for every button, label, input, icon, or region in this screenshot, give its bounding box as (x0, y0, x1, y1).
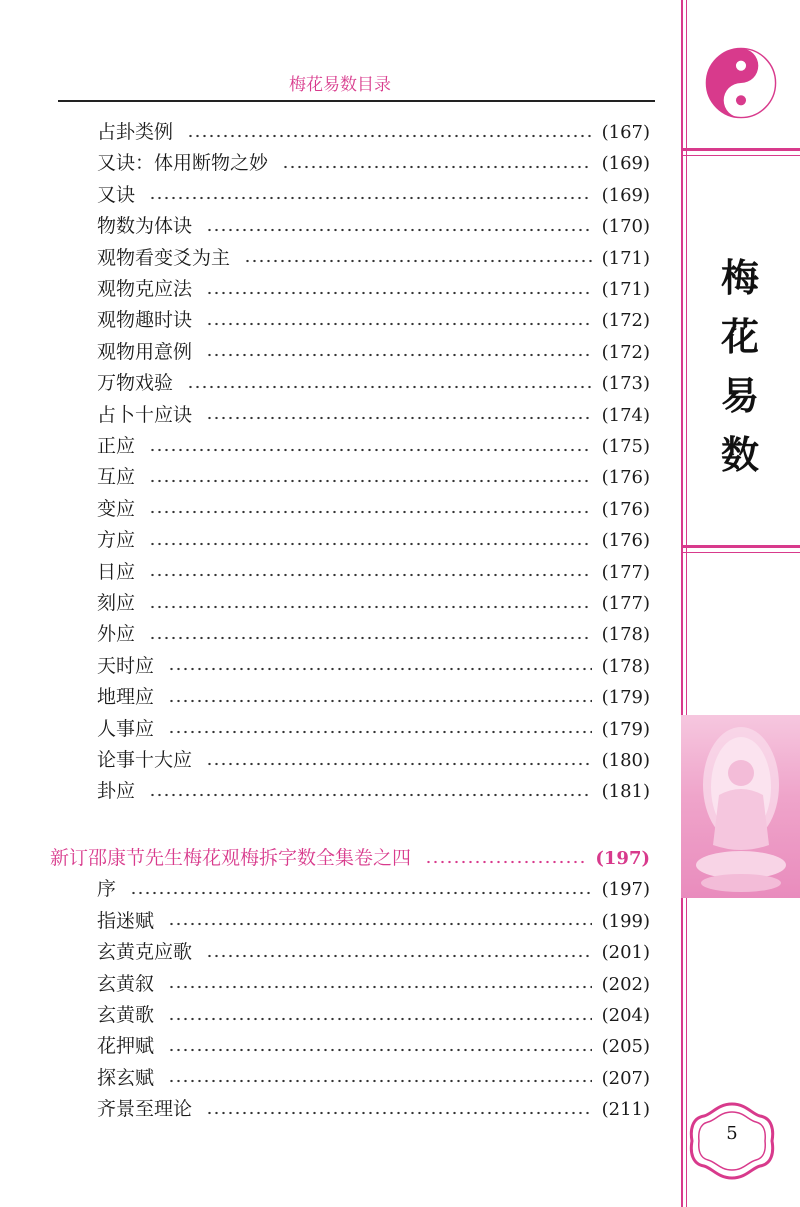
toc-dot-leader (130, 891, 592, 895)
book-title-char: 数 (720, 432, 759, 477)
toc-dot-leader (149, 636, 592, 640)
sidebar-divider-top (681, 148, 800, 151)
toc-entry-title: 天时应 (97, 654, 155, 677)
toc-dot-leader (206, 416, 592, 420)
toc-entry-page: (176) (601, 467, 650, 489)
toc-dot-leader (206, 353, 592, 357)
toc-entry-page: (175) (601, 436, 650, 457)
toc-entry-title: 玄黄叙 (97, 972, 155, 995)
toc-dot-leader (168, 1079, 592, 1083)
toc-dot-leader (187, 385, 592, 389)
toc-dot-leader (149, 793, 592, 797)
toc-entry-title: 新订邵康节先生梅花观梅拆字数全集卷之四 (50, 847, 412, 869)
toc-entry-title: 序 (97, 878, 117, 901)
toc-entry (97, 1063, 650, 1094)
toc-entry-title: 玄黄克应歌 (97, 941, 193, 964)
toc-dot-leader (149, 510, 592, 514)
toc-dot-leader (168, 922, 592, 926)
book-title-char: 易 (720, 373, 759, 418)
sidebar-divider-mid-thin (681, 552, 800, 553)
toc-volume-heading (50, 843, 650, 874)
toc-entry (97, 211, 650, 242)
toc-entry-page: (211) (601, 1099, 650, 1121)
toc-entry-page: (170) (601, 216, 650, 238)
toc-dot-leader (206, 1111, 592, 1115)
toc-entry (97, 776, 650, 807)
toc-entry (97, 874, 650, 905)
toc-dot-leader (244, 259, 592, 263)
toc-entry (97, 619, 650, 650)
toc-entry-title: 又诀：体用断物之妙 (97, 152, 269, 175)
toc-dot-leader (149, 605, 592, 609)
toc-dot-leader (149, 542, 592, 546)
toc-dot-leader (206, 228, 592, 232)
sidebar-divider-top-thin (681, 155, 800, 156)
toc-dot-leader (168, 985, 592, 989)
toc-entry-page: (177) (601, 593, 650, 614)
book-title-vertical (700, 248, 780, 484)
toc-entry-page: (171) (601, 247, 650, 269)
toc-entry-title: 观物克应法 (97, 278, 193, 300)
toc-dot-leader (168, 699, 592, 703)
page-number: 5 (726, 1123, 738, 1144)
toc-entry (97, 906, 650, 937)
toc-entry-title: 刻应 (97, 592, 136, 614)
toc-entry (97, 305, 650, 336)
toc-entry-title: 齐景至理论 (97, 1098, 193, 1121)
toc-entry-page: (167) (601, 122, 650, 143)
sidebar-divider-mid (681, 545, 800, 548)
toc-entry-title: 物数为体诀 (97, 215, 193, 238)
toc-entry-title: 方应 (97, 529, 136, 552)
toc-entry (97, 337, 650, 368)
toc-entry (97, 682, 650, 713)
toc-dot-leader (168, 730, 592, 734)
buddha-statue-image (681, 715, 800, 898)
toc-dot-leader (168, 667, 592, 671)
toc-entry-title: 观物趣时诀 (97, 309, 193, 332)
toc-dot-leader (206, 322, 592, 326)
toc-entry (97, 525, 650, 556)
toc-dot-leader (168, 1048, 592, 1052)
toc-entry-page: (178) (601, 655, 650, 677)
toc-dot-leader (282, 165, 592, 169)
toc-entry-page: (179) (601, 687, 650, 709)
toc-entry-title: 正应 (97, 435, 136, 457)
toc-entry-title: 地理应 (97, 686, 155, 709)
toc-dot-leader (187, 134, 592, 138)
sidebar-border (681, 0, 683, 1207)
toc-entry (97, 1094, 650, 1125)
toc-entry (97, 969, 650, 1000)
toc-entry-page: (197) (595, 848, 650, 869)
toc-entry-page: (177) (601, 561, 650, 583)
toc-entry-title: 占卦类例 (97, 121, 174, 143)
toc-entry-page: (171) (601, 279, 650, 300)
toc-dot-leader (206, 954, 592, 958)
toc-entry (97, 368, 650, 399)
toc-entry (97, 400, 650, 431)
toc-entry (97, 714, 650, 745)
toc-dot-leader (168, 1017, 592, 1021)
toc-dot-leader (425, 860, 585, 864)
toc-entry (97, 557, 650, 588)
toc-entry-title: 外应 (97, 623, 136, 646)
toc-entry (97, 117, 650, 148)
toc-entry-title: 互应 (97, 466, 136, 489)
toc-entry-page: (173) (601, 373, 650, 395)
toc-entry-page: (169) (601, 184, 650, 206)
toc-entry-page: (176) (601, 498, 650, 520)
toc-entry-page: (204) (601, 1005, 650, 1026)
toc-dot-leader (149, 479, 592, 483)
toc-entry-page: (180) (601, 750, 650, 771)
toc-entry (97, 462, 650, 493)
toc-entry (97, 148, 650, 179)
toc-dot-leader (149, 448, 592, 452)
toc-entry-title: 玄黄歌 (97, 1004, 155, 1026)
toc-entry-page: (174) (601, 404, 650, 426)
toc-entry-page: (201) (601, 942, 650, 964)
toc-entry-title: 观物看变爻为主 (97, 246, 231, 269)
toc-entry-title: 卦应 (97, 780, 136, 803)
toc-entry (97, 1000, 650, 1031)
toc-entry-title: 万物戏验 (97, 372, 174, 395)
toc-entry (97, 1031, 650, 1062)
toc-entry (97, 745, 650, 776)
toc-entry (97, 494, 650, 525)
toc-entry-title: 观物用意例 (97, 340, 193, 363)
toc-entry-page: (179) (601, 718, 650, 740)
toc-entry-title: 指迷赋 (97, 909, 155, 932)
toc-entry-page: (207) (601, 1067, 650, 1089)
toc-entry-page: (176) (601, 530, 650, 552)
toc-entry-page: (172) (601, 341, 650, 363)
toc-entry-title: 探玄赋 (97, 1066, 155, 1089)
toc-entry (97, 243, 650, 274)
toc-dot-leader (206, 291, 592, 295)
book-title-char: 花 (720, 314, 759, 359)
toc-dot-leader (149, 573, 592, 577)
toc-entry-title: 论事十大应 (97, 749, 193, 771)
toc-entry-page: (178) (601, 624, 650, 646)
yin-yang-icon (705, 47, 777, 119)
toc-entry (97, 937, 650, 968)
toc-entry (97, 588, 650, 619)
toc-entry (97, 431, 650, 462)
toc-entry-page: (169) (601, 153, 650, 175)
toc-entry (97, 651, 650, 682)
toc-dot-leader (206, 762, 592, 766)
toc-entry-page: (205) (601, 1036, 650, 1058)
toc-entry-title: 变应 (97, 497, 136, 520)
toc-entry-page: (181) (601, 781, 650, 803)
toc-entry-page: (202) (601, 973, 650, 995)
toc-entry (97, 180, 650, 211)
toc-dot-leader (149, 196, 592, 200)
book-title-char: 梅 (720, 255, 759, 300)
toc-entry-title: 日应 (97, 560, 136, 583)
sidebar-border-inner (686, 0, 687, 1207)
toc-entry-title: 花押赋 (97, 1035, 155, 1058)
toc-entry-page: (172) (601, 310, 650, 332)
toc-entry (97, 274, 650, 305)
toc-entry-title: 占卜十应诀 (97, 403, 193, 426)
page-header-title: 梅花易数目录 (289, 75, 391, 95)
toc-entry-page: (199) (601, 910, 650, 932)
toc-entry-title: 人事应 (97, 717, 155, 740)
toc-entry-page: (197) (601, 879, 650, 901)
toc-entry-title: 又诀 (97, 183, 136, 206)
